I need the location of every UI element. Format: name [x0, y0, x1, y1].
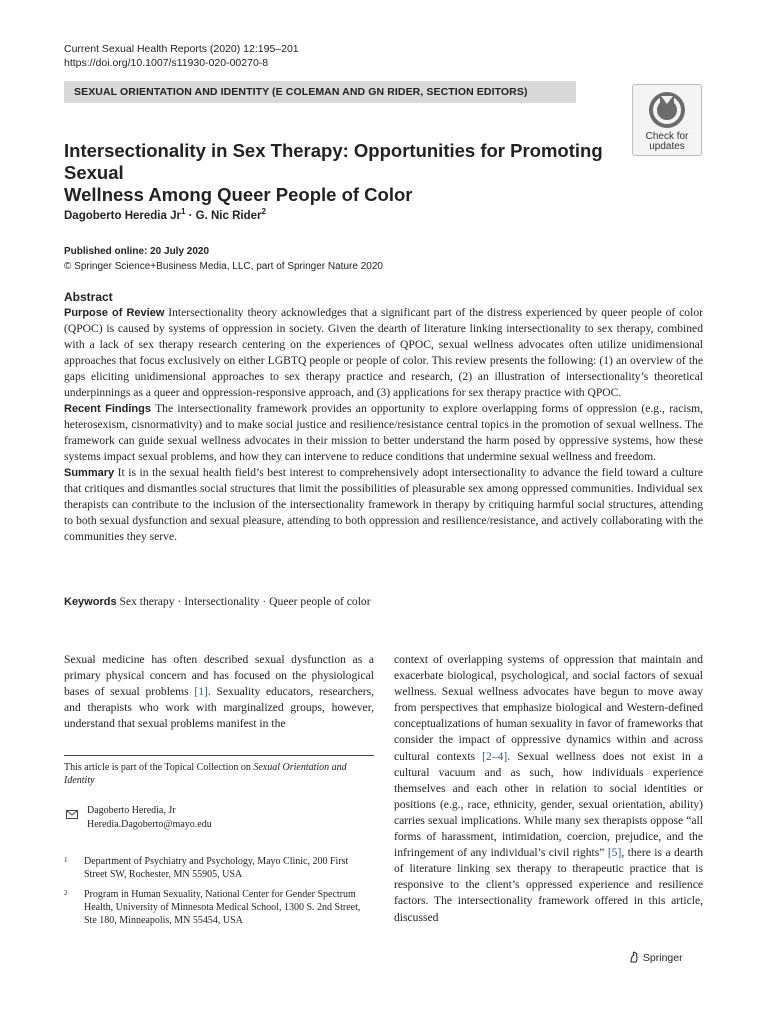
footnote-divider	[64, 755, 374, 756]
corresponding-author-name: Dagoberto Heredia, Jr	[87, 805, 176, 816]
author-2[interactable]: G. Nic Rider	[195, 209, 262, 222]
findings-label: Recent Findings	[64, 403, 151, 415]
body-paragraph-right	[394, 652, 703, 926]
publisher-logo	[628, 951, 683, 964]
body-paragraph-left	[64, 652, 374, 732]
doi-link[interactable]: https://doi.org/10.1007/s11930-020-00270-8	[64, 57, 269, 69]
citation-link[interactable]: [1]	[194, 685, 208, 699]
author-list	[64, 207, 266, 222]
keywords-list: Sex therapy · Intersectionality · Queer people of color	[116, 595, 371, 608]
title-line-2: Wellness Among Queer People of Color	[64, 184, 413, 205]
badge-label-1: Check for	[645, 131, 689, 142]
copyright-line	[64, 261, 383, 272]
author-separator: ·	[185, 209, 196, 222]
body-column-left	[64, 652, 374, 732]
keywords	[64, 595, 371, 608]
abstract-body	[64, 305, 703, 545]
citation-link[interactable]: [5]	[607, 846, 622, 860]
topical-collection-note	[64, 761, 374, 787]
crossmark-icon	[647, 90, 687, 130]
journal-citation: Current Sexual Health Reports (2020) 12:195–201	[64, 43, 299, 55]
topical-collection-name: Sexual Orientation and Identity	[64, 762, 347, 786]
citation-link[interactable]: [2–4]	[482, 749, 508, 763]
badge-label-2: updates	[649, 141, 685, 152]
affiliation-2-number: 2	[64, 889, 68, 897]
body-text: . Sexual wellness does not exist in a cultural vacuum and as such, how individuals experience themselves and each other in relation to social identities or positions (e.g., race, ethnicity, gender, sexual orientation, ability) carries sexual implications. While many sex therapists oppose “all forms of harassment, intimidation, coercion, prejudice, and the infringement of any individual’s civil rights”	[394, 749, 704, 860]
findings-text: The intersectionality framework provides an opportunity to explore overlapping forms of oppression (e.g., racism, heterosexism, cisnormativity) and to make social justice and resilience/resistance central topics in the promotion of sexual wellness. The framework can guide sexual wellness advocates in their mission to better understand the harm posed by oppressive systems, how these systems impact sexual problems, and how they can intervene to reduce conditions that undermine sexual wellness and freedom.	[64, 402, 704, 463]
envelope-icon	[66, 806, 78, 824]
affiliation-2: Program in Human Sexuality, National Center for Gender Spectrum Health, University of Minnesota Medical School, 1300 S. 2nd Street, Ste 180, Minneapolis, MN 55454, USA	[84, 889, 361, 926]
affiliation-1: Department of Psychiatry and Psychology, Mayo Clinic, 200 First Street SW, Rochester, MN 55905, USA	[84, 856, 349, 880]
title-line-1: Intersectionality in Sex Therapy: Opportunities for Promoting Sexual	[64, 140, 603, 183]
keywords-label: Keywords	[64, 596, 117, 608]
body-text: Sexual medicine has often described sexual dysfunction as a primary physical concern and has focused on the physiological bases of sexual problems	[64, 653, 374, 699]
author-2-affiliation: 2	[261, 207, 266, 216]
corresponding-author	[87, 804, 212, 832]
purpose-text: Intersectionality theory acknowledges that a significant part of the distress experienced by queer people of color (QPOC) is caused by systems of oppression in society. Given the dearth of literature linking intersectionality to sex therapy, combined with a lack of sex therapy research centering on the experiences of QPOC, sexual wellness advocates often utilize unidimensional approaches that focus exclusively on either LGBTQ people or people of color. This review presents the following: (1) an overview of the gaps eliciting unidimensional approaches to sex therapy practice and research, (2) an illustration of intersectionality’s theoretical underpinnings as a queer and oppression-responsive approach, and (3) applications for sex therapy practice with QPOC.	[64, 306, 703, 399]
copyright-icon: ©	[64, 261, 72, 272]
section-banner: SEXUAL ORIENTATION AND IDENTITY (E COLEMAN AND GN RIDER, SECTION EDITORS)	[64, 81, 576, 103]
body-text: context of overlapping systems of oppression that maintain and exacerbate biological, psychological, and social factors of sexual wellness. Sexual wellness advocates have begun to move away from perspectives that emphasize biological and Western-defined conceptualizations of human sexuality in favor of frameworks that consider the impact of oppressive dynamics within and across cultural contexts	[394, 653, 703, 763]
abstract-heading: Abstract	[64, 290, 113, 304]
purpose-label: Purpose of Review	[64, 307, 165, 319]
check-for-updates-badge[interactable]	[632, 84, 702, 156]
topical-note-text: This article is part of the Topical Collection on	[64, 762, 254, 773]
summary-text: It is in the sexual health field’s best interest to comprehensively adopt intersectionality to advance the field toward a culture that critiques and dismantles social structures that limit the possibilities of pleasurable sex among oppressed communities. Individual sex therapists can contribute to the inclusion of the intersectionality framework in therapy by critiquing harmful social structures, attending to both sexual dysfunction and sexual pleasure, attending to both oppression and resilience/resistance, and actively collaborating with the communities they serve.	[64, 466, 703, 543]
copyright-text: Springer Science+Business Media, LLC, part of Springer Nature 2020	[71, 261, 383, 272]
journal-header	[64, 42, 299, 70]
abstract-purpose	[64, 305, 703, 401]
body-text: . Sexuality educators, researchers, and therapists who work with marginalized groups, however, understand that sexual problems manifest in the	[64, 685, 374, 731]
abstract-findings	[64, 401, 703, 465]
author-1[interactable]: Dagoberto Heredia Jr	[64, 209, 181, 222]
author-1-affiliation: 1	[180, 207, 186, 216]
body-column-right	[394, 652, 703, 926]
springer-horse-icon	[628, 951, 640, 963]
summary-label: Summary	[64, 467, 115, 479]
affiliation-1-number: 1	[64, 856, 68, 864]
corresponding-author-email[interactable]: Heredia.Dagoberto@mayo.edu	[87, 819, 212, 830]
article-title	[64, 140, 624, 206]
published-date: Published online: 20 July 2020	[64, 246, 210, 257]
publisher-name: Springer	[642, 952, 683, 964]
abstract-summary	[64, 465, 703, 545]
body-text: , there is a dearth of literature linking sex therapy to therapeutic practice that is responsive to the client’s oppressed experience and resilience factors. The intersectionality framework offered in this article, discussed	[394, 846, 704, 924]
